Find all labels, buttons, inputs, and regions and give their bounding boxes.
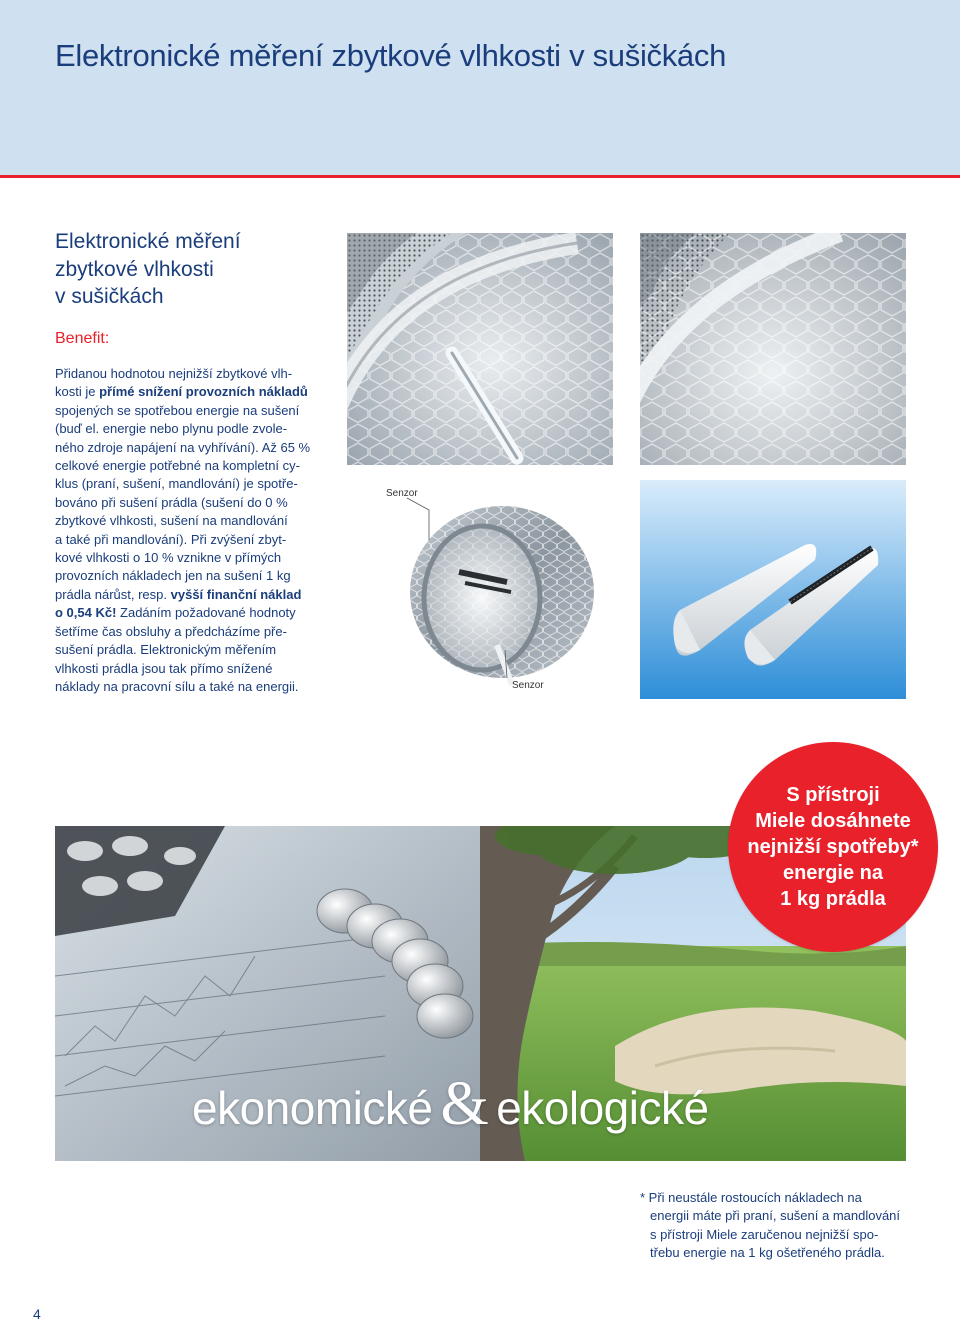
body-bold-run: vyšší finanční náklad bbox=[170, 586, 302, 602]
page-number: 4 bbox=[33, 1306, 41, 1322]
footnote-line: energii máte při praní, sušení a mandlování bbox=[650, 1208, 901, 1224]
body-line bbox=[55, 383, 325, 401]
body-text-run: kosti je bbox=[55, 384, 100, 400]
body-line: zbytkové vlhkosti, sušení na mandlování bbox=[55, 513, 288, 529]
body-text-run: Zadáním požadované hodnoty bbox=[116, 605, 296, 621]
badge-line: S přístroji bbox=[786, 784, 880, 806]
body-line: kové vlhkosti o 10 % vznikne v přímých bbox=[55, 550, 282, 566]
footnote-line: třebu energie na 1 kg ošetřeného prádla. bbox=[650, 1245, 885, 1261]
body-line: sušení prádla. Elektronickým měřením bbox=[55, 642, 277, 658]
slogan-ampersand: & bbox=[440, 1070, 489, 1138]
sensor-label: Senzor bbox=[386, 488, 418, 499]
sensor-label: Senzor bbox=[512, 680, 544, 691]
section-title-line: v sušičkách bbox=[55, 285, 164, 308]
body-line: celkové energie potřebné na kompletní cy- bbox=[55, 458, 300, 474]
badge-line: 1 kg prádla bbox=[780, 888, 886, 910]
body-line bbox=[55, 604, 325, 622]
body-line: bováno při sušení prádla (sušení do 0 % bbox=[55, 494, 288, 510]
body-line: šetříme čas obsluhy a předcházíme pře- bbox=[55, 623, 287, 639]
body-bold-run: o 0,54 Kč! bbox=[55, 605, 117, 621]
drum-sensor-photo bbox=[347, 480, 613, 699]
badge-line: nejnižší spotřeby* bbox=[747, 836, 919, 858]
section-title bbox=[55, 228, 325, 311]
sensor-rails-photo bbox=[640, 480, 906, 699]
promo-badge bbox=[728, 742, 938, 952]
drum-closeup-photo bbox=[640, 233, 906, 465]
body-text bbox=[55, 365, 325, 696]
body-text-run: prádla nárůst, resp. bbox=[55, 586, 171, 602]
body-line: ného zdroje napájení na vyhřívání). Až 65 % bbox=[55, 439, 311, 455]
slogan-economic: ekonomické bbox=[192, 1082, 433, 1134]
benefit-label: Benefit: bbox=[55, 330, 110, 347]
slogan bbox=[192, 1069, 709, 1140]
footnote bbox=[640, 1189, 920, 1263]
body-line: Přidanou hodnotou nejnižší zbytkové vlh- bbox=[55, 366, 293, 381]
footnote-line: * Při neustále rostoucích nákladech na bbox=[640, 1190, 862, 1205]
badge-line: Miele dosáhnete bbox=[755, 810, 911, 832]
body-line: spojených se spotřebou energie na sušení bbox=[55, 402, 300, 418]
section-title-line: zbytkové vlhkosti bbox=[55, 257, 214, 281]
badge-line: energie na bbox=[782, 862, 884, 884]
footnote-line: s přístroji Miele zaručenou nejnižší spo- bbox=[650, 1226, 879, 1242]
body-line: klus (praní, sušení, mandlování) je spotře- bbox=[55, 476, 298, 492]
slogan-ecological: ekologické bbox=[496, 1082, 709, 1134]
body-line: a také při mandlování). Při zvýšení zbyt- bbox=[55, 531, 287, 547]
body-bold-run: přímé snížení provozních nákladů bbox=[99, 384, 308, 400]
body-line: náklady na pracovní sílu a také na energii. bbox=[55, 678, 299, 694]
drum-closeup-photo bbox=[347, 233, 613, 465]
header-band bbox=[0, 0, 960, 175]
body-line: vlhkosti prádla jsou tak přímo snížené bbox=[55, 660, 273, 676]
page-title: Elektronické měření zbytkové vlhkosti v sušičkách bbox=[55, 38, 727, 73]
body-line: (buď el. energie nebo plynu podle zvole- bbox=[55, 421, 288, 437]
header-rule bbox=[0, 175, 960, 178]
body-line bbox=[55, 586, 325, 604]
section-title-line: Elektronické měření bbox=[55, 230, 241, 253]
body-line: provozních nákladech jen na sušení 1 kg bbox=[55, 568, 291, 584]
